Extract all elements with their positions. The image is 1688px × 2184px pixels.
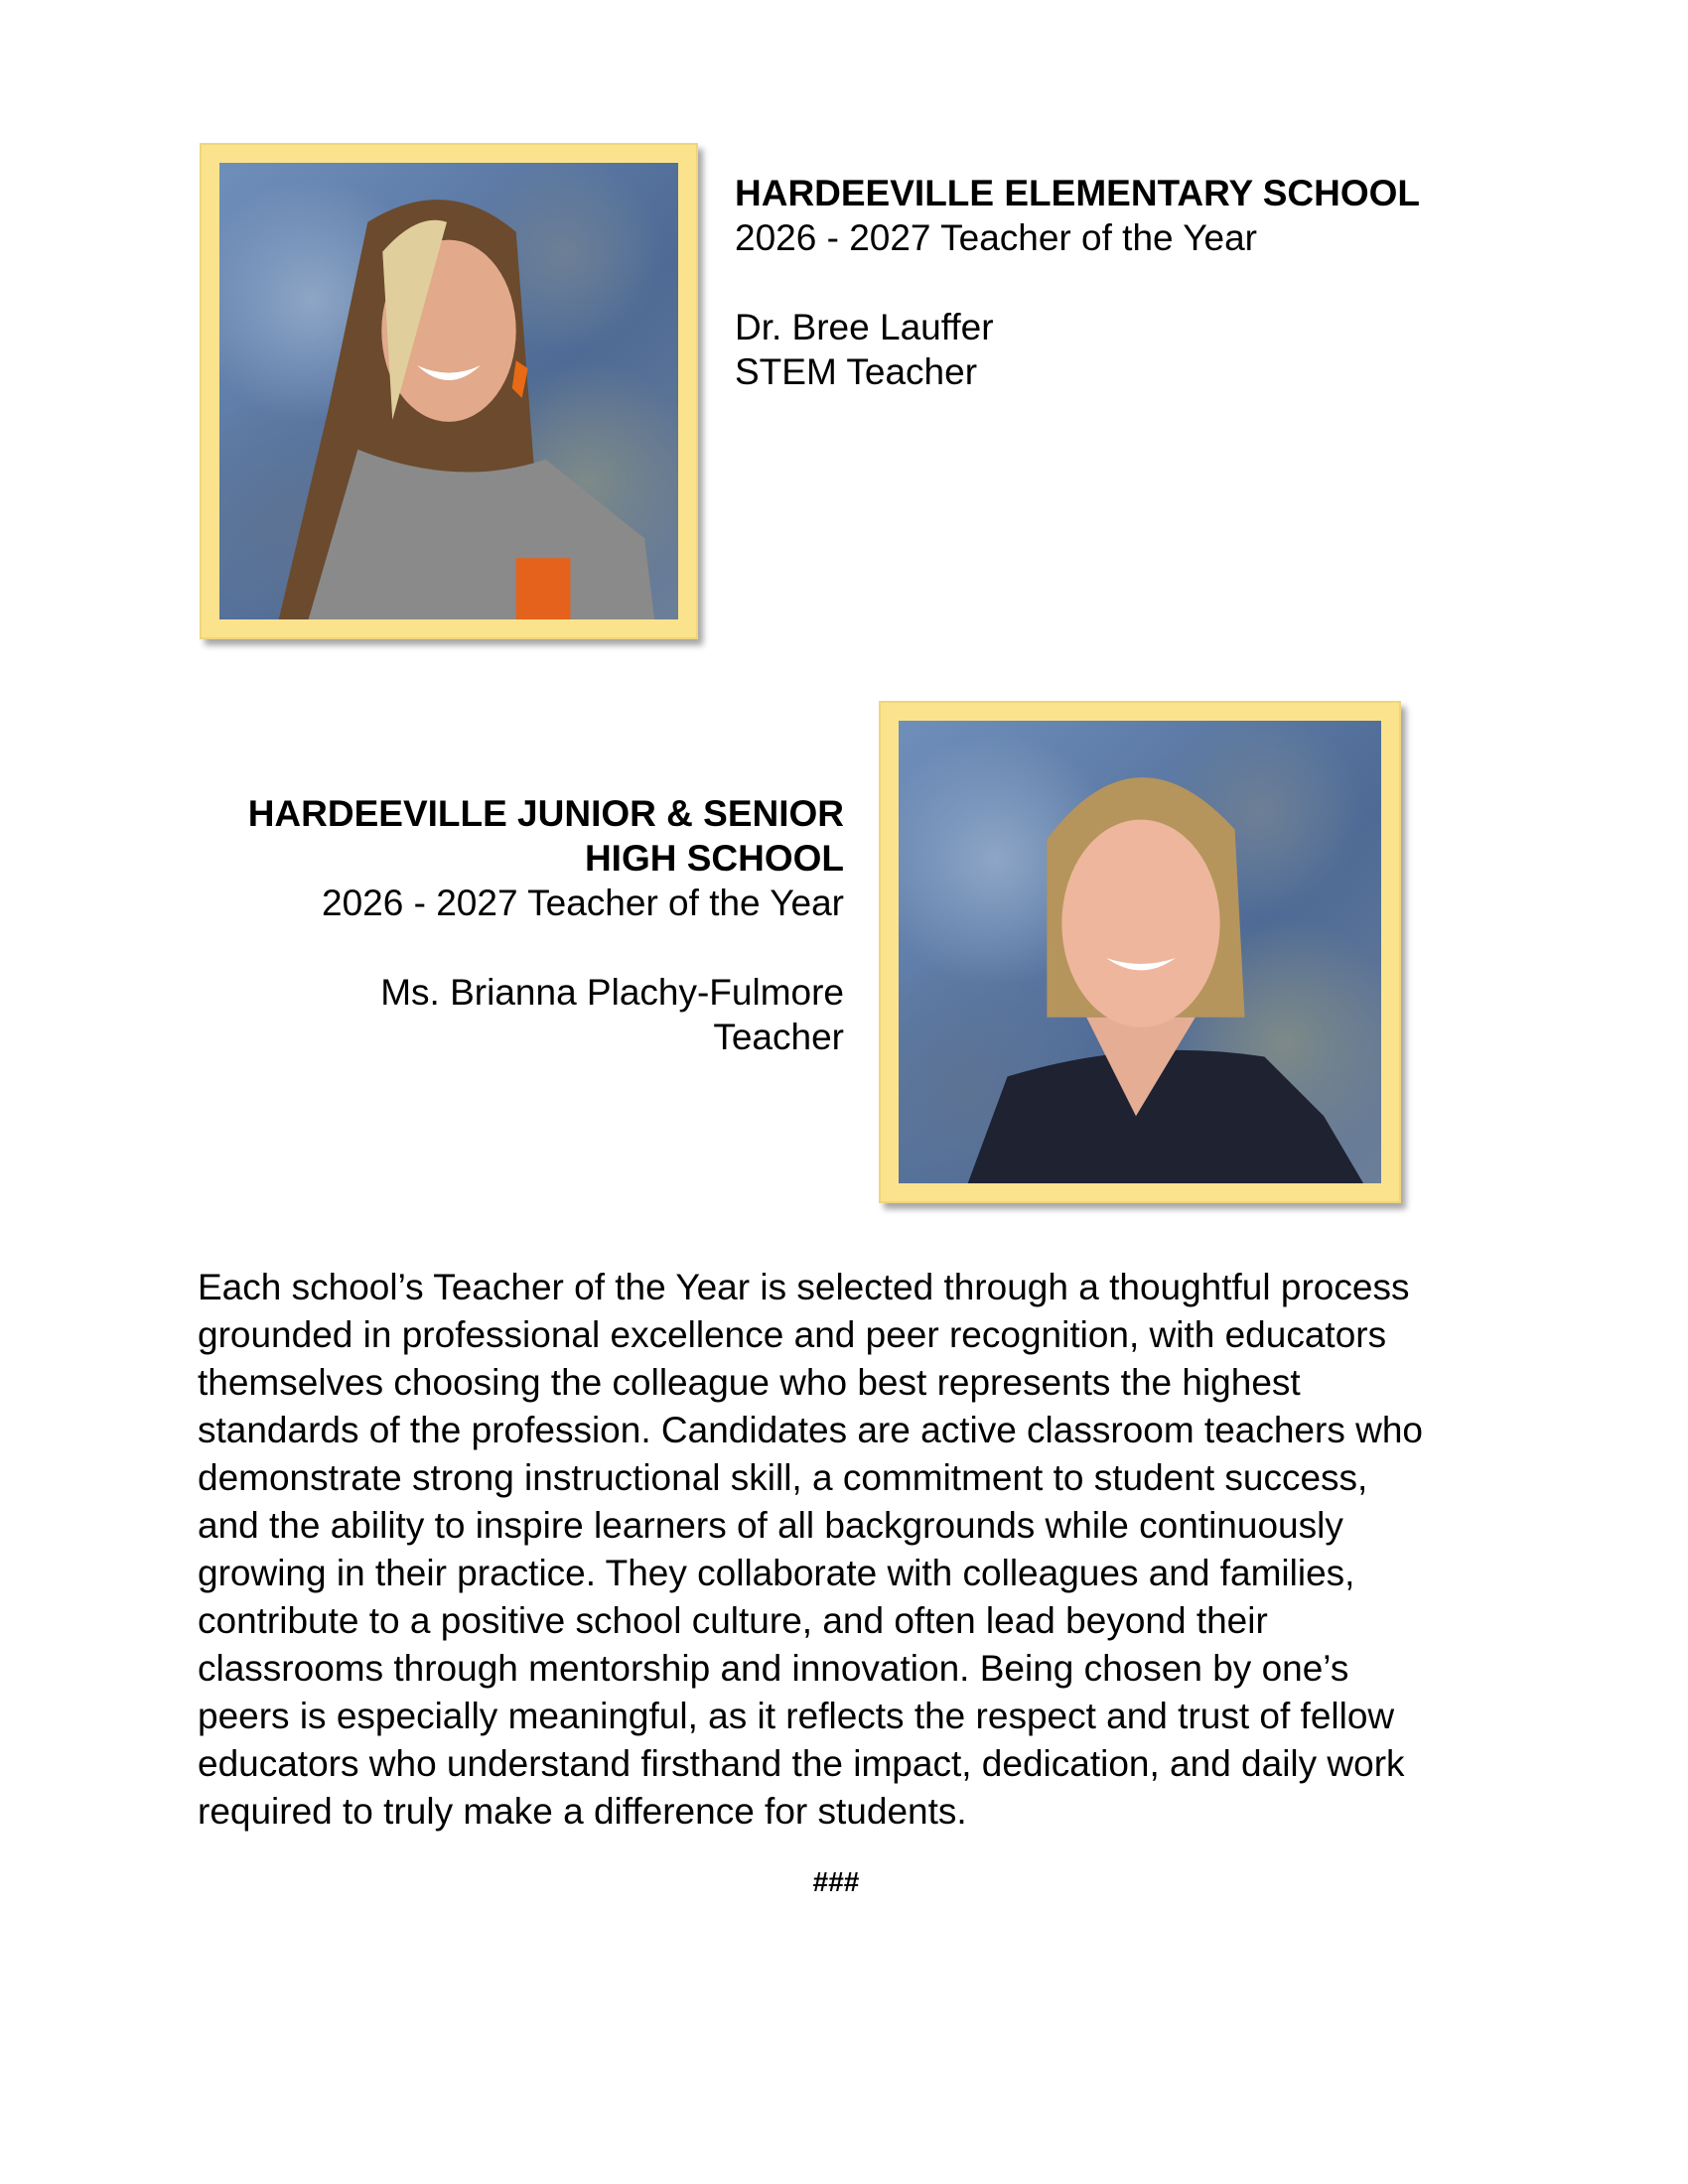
paragraph-line: demonstrate strong instructional skill, a commitment to student success, <box>198 1457 1368 1498</box>
elementary-teacher-role: STEM Teacher <box>735 351 978 392</box>
elementary-teacher-name: Dr. Bree Lauffer <box>735 307 994 347</box>
photo-frame-brianna-plachy-fulmore <box>879 701 1401 1203</box>
elementary-honoree-text <box>735 171 1420 394</box>
paragraph-line: required to truly make a difference for students. <box>198 1791 967 1832</box>
high-school-teacher-role: Teacher <box>713 1017 844 1057</box>
portrait-brianna-plachy-fulmore <box>899 721 1381 1183</box>
selection-process-paragraph <box>198 1264 1423 1836</box>
paragraph-line: peers is especially meaningful, as it reflects the respect and trust of fellow <box>198 1696 1395 1736</box>
portrait-bree-lauffer <box>219 163 678 619</box>
high-school-name-line1: HARDEEVILLE JUNIOR & SENIOR <box>247 793 844 834</box>
photo-frame-bree-lauffer <box>200 143 698 639</box>
end-mark: ### <box>812 1866 860 1897</box>
paragraph-line: Each school’s Teacher of the Year is selected through a thoughtful process <box>198 1267 1410 1307</box>
paragraph-line: themselves choosing the colleague who best represents the highest <box>198 1362 1301 1403</box>
paragraph-line: classrooms through mentorship and innovation. Being chosen by one’s <box>198 1648 1349 1689</box>
high-school-award: 2026 - 2027 Teacher of the Year <box>322 883 844 923</box>
elementary-school-name: HARDEEVILLE ELEMENTARY SCHOOL <box>735 173 1421 213</box>
paragraph-line: and the ability to inspire learners of all backgrounds while continuously <box>198 1505 1343 1546</box>
high-school-teacher-name: Ms. Brianna Plachy-Fulmore <box>380 972 844 1013</box>
paragraph-line: standards of the profession. Candidates are active classroom teachers who <box>198 1410 1423 1450</box>
elementary-award: 2026 - 2027 Teacher of the Year <box>735 217 1257 258</box>
paragraph-line: grounded in professional excellence and peer recognition, with educators <box>198 1314 1387 1355</box>
paragraph-line: educators who understand firsthand the impact, dedication, and daily work <box>198 1743 1405 1784</box>
high-school-honoree-text <box>149 791 844 1059</box>
paragraph-line: contribute to a positive school culture, and often lead beyond their <box>198 1600 1268 1641</box>
paragraph-line: growing in their practice. They collaborate with colleagues and families, <box>198 1553 1355 1593</box>
high-school-name-line2: HIGH SCHOOL <box>584 838 844 879</box>
